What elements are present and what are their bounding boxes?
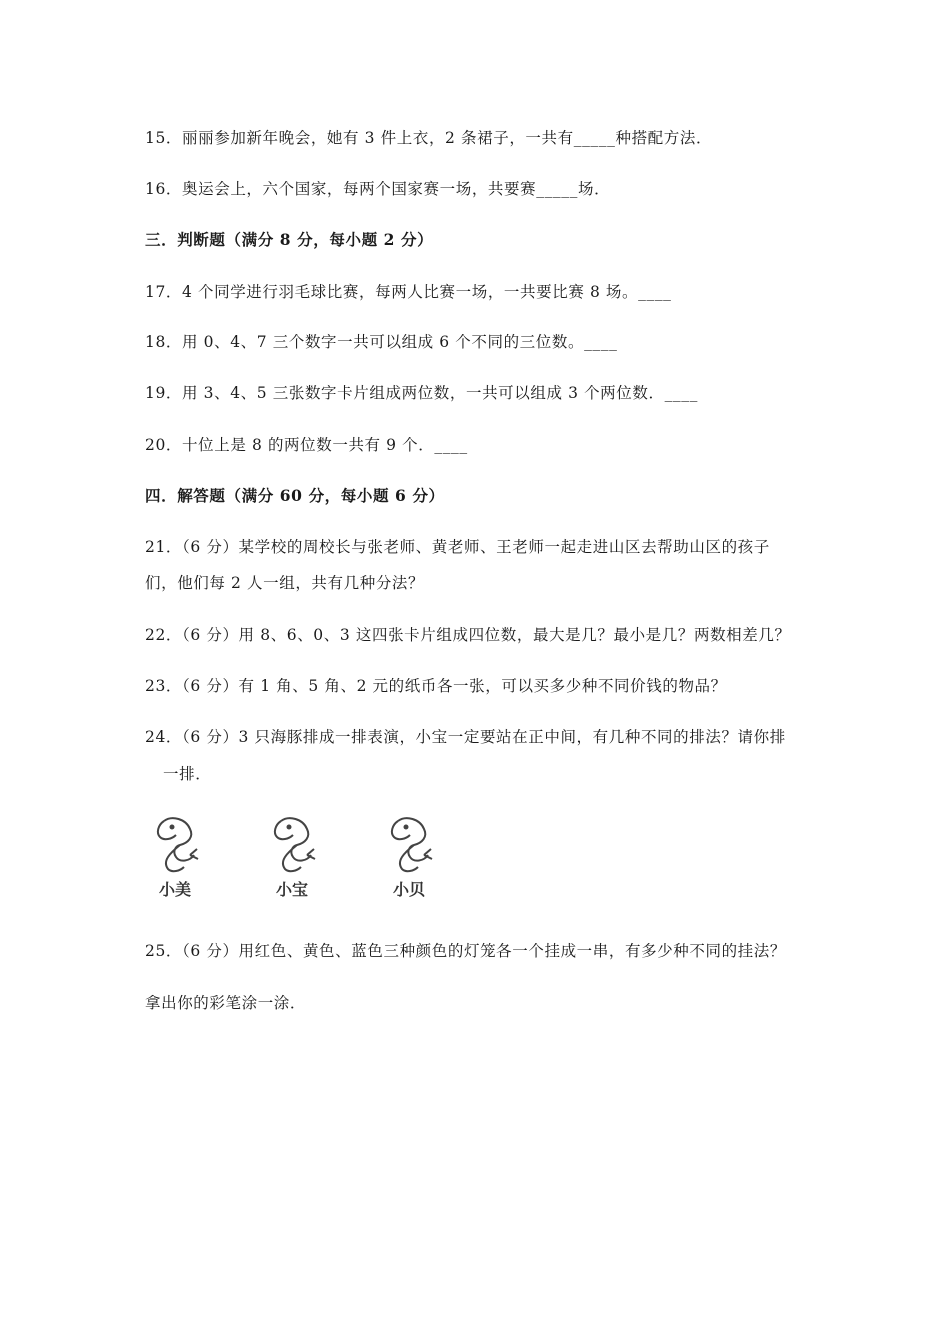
- dolphin-label: 小贝: [392, 880, 425, 899]
- question-15: 15．丽丽参加新年晚会，她有 3 件上衣，2 条裙子，一共有_____种搭配方法．: [145, 129, 713, 147]
- dolphin-label: 小美: [158, 880, 191, 899]
- question-17: 17．4 个同学进行羽毛球比赛，每两人比赛一场，一共要比赛 8 场。____: [145, 283, 672, 301]
- question-24-line-2: 一排．: [163, 765, 212, 783]
- dolphin-xiaobei: [384, 815, 434, 901]
- question-25-line-1: 25．（6 分）用红色、黄色、蓝色三种颜色的灯笼各一个挂成一串，有多少种不同的挂法？: [145, 942, 786, 960]
- dolphin-icon: [150, 815, 200, 875]
- dolphin-icon: [267, 815, 317, 875]
- question-24-line-1: 24．（6 分）3 只海豚排成一排表演，小宝一定要站在正中间，有几种不同的排法？请你排: [145, 728, 786, 746]
- dolphin-xiaomei: [150, 815, 200, 901]
- question-22: 22．（6 分）用 8、6、0、3 这四张卡片组成四位数，最大是几？最小是几？两数相差几？: [145, 626, 791, 644]
- question-18: 18．用 0、4、7 三个数字一共可以组成 6 个不同的三位数。____: [145, 333, 618, 351]
- question-16: 16．奥运会上，六个国家，每两个国家赛一场，共要赛_____场．: [145, 180, 611, 198]
- question-25-line-2: 拿出你的彩笔涂一涂．: [145, 994, 307, 1012]
- section-heading-answers: 四．解答题（满分 60 分，每小题 6 分）: [145, 486, 445, 505]
- question-19: 19．用 3、4、5 三张数字卡片组成两位数，一共可以组成 3 个两位数．____: [145, 384, 698, 402]
- question-21-line-2: 们，他们每 2 人一组，共有几种分法？: [145, 574, 425, 592]
- dolphin-figure: [150, 815, 450, 905]
- dolphin-label: 小宝: [275, 880, 308, 899]
- dolphin-xiaobao: [267, 815, 317, 901]
- question-21-line-1: 21．（6 分）某学校的周校长与张老师、黄老师、王老师一起走进山区去帮助山区的孩子: [145, 538, 770, 556]
- dolphin-icon: [384, 815, 434, 875]
- section-heading-judgement: 三．判断题（满分 8 分，每小题 2 分）: [145, 230, 434, 249]
- question-20: 20．十位上是 8 的两位数一共有 9 个．____: [145, 436, 468, 454]
- question-23: 23．（6 分）有 1 角、5 角、2 元的纸币各一张，可以买多少种不同价钱的物品？: [145, 677, 727, 695]
